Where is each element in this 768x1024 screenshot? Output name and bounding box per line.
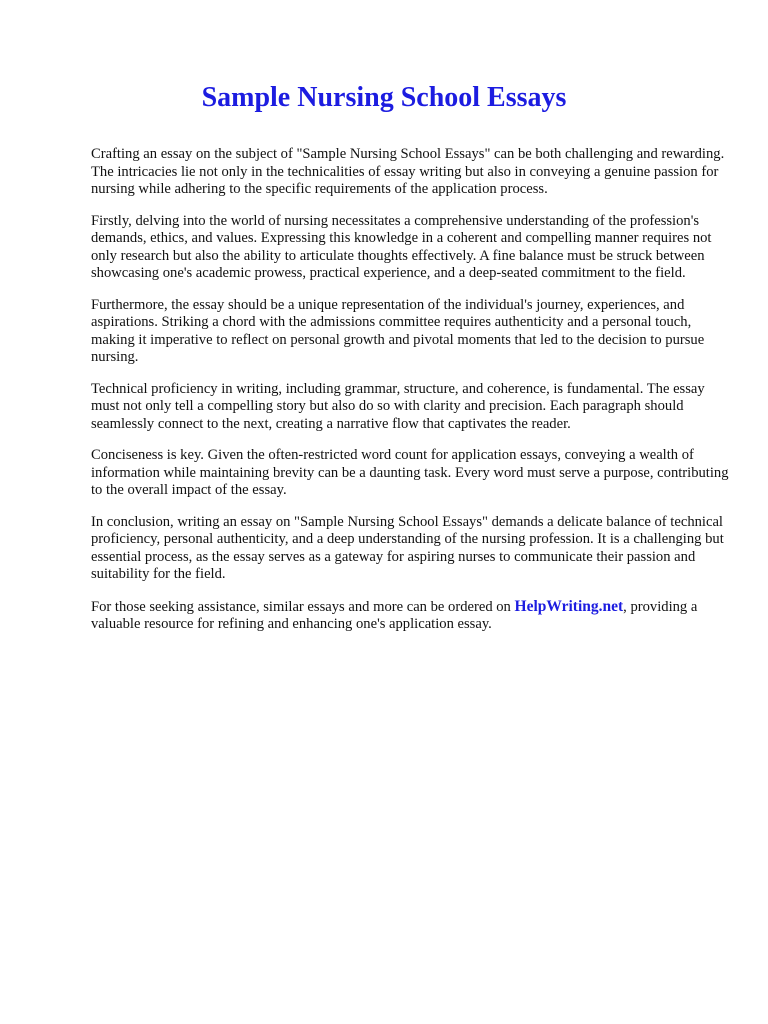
closing-text-before: For those seeking assistance, similar essays and more can be ordered on bbox=[91, 598, 515, 615]
paragraph-closing bbox=[91, 598, 731, 634]
paragraph-conclusion: In conclusion, writing an essay on "Sample Nursing School Essays" demands a delicate balance of technical proficiency, personal authenticity, and a deep understanding of the nursing profession. It is a challenging but essential process, as the essay serves as a gateway for aspiring nurses to communicate their passion and suitability for the field. bbox=[91, 513, 724, 582]
paragraph-conciseness: Conciseness is key. Given the often-restricted word count for application essays, conveying a wealth of information while maintaining brevity can be a daunting task. Every word must serve a purpose, contributing to the overall impact of the essay. bbox=[91, 447, 729, 498]
paragraph-intro: Crafting an essay on the subject of "Sample Nursing School Essays" can be both challenging and rewarding. The intricacies lie not only in the technicalities of essay writing but also in conveying a genuine passion for nursing while adhering to the specific requirements of the application process. bbox=[91, 146, 725, 197]
helpwriting-link[interactable]: HelpWriting.net bbox=[514, 597, 624, 615]
page-title: Sample Nursing School Essays bbox=[201, 82, 567, 113]
essay-body bbox=[91, 146, 731, 648]
paragraph-technical: Technical proficiency in writing, including grammar, structure, and coherence, is fundamental. The essay must not only tell a compelling story but also do so with clarity and precision. Each paragraph should seamlessly connect to the next, creating a narrative flow that captivates the reader. bbox=[91, 380, 705, 432]
closing-text-after: , providing a valuable resource for refining and enhancing one's application essay. bbox=[91, 598, 698, 632]
paragraph-firstly: Firstly, delving into the world of nursing necessitates a comprehensive understanding of the profession's demands, ethics, and values. Expressing this knowledge in a coherent and compelling manner requires not only research but also the ability to articulate thoughts effectively. A fine balance must be struck between showcasing one's academic prowess, practical experience, and a deep-seated commitment to the field. bbox=[91, 212, 712, 281]
paragraph-furthermore: Furthermore, the essay should be a unique representation of the individual's journey, experiences, and aspirations. Striking a chord with the admissions committee requires authenticity and a personal touch, making it imperative to reflect on personal growth and pivotal moments that led to the decision to pursue nursing. bbox=[91, 296, 705, 365]
